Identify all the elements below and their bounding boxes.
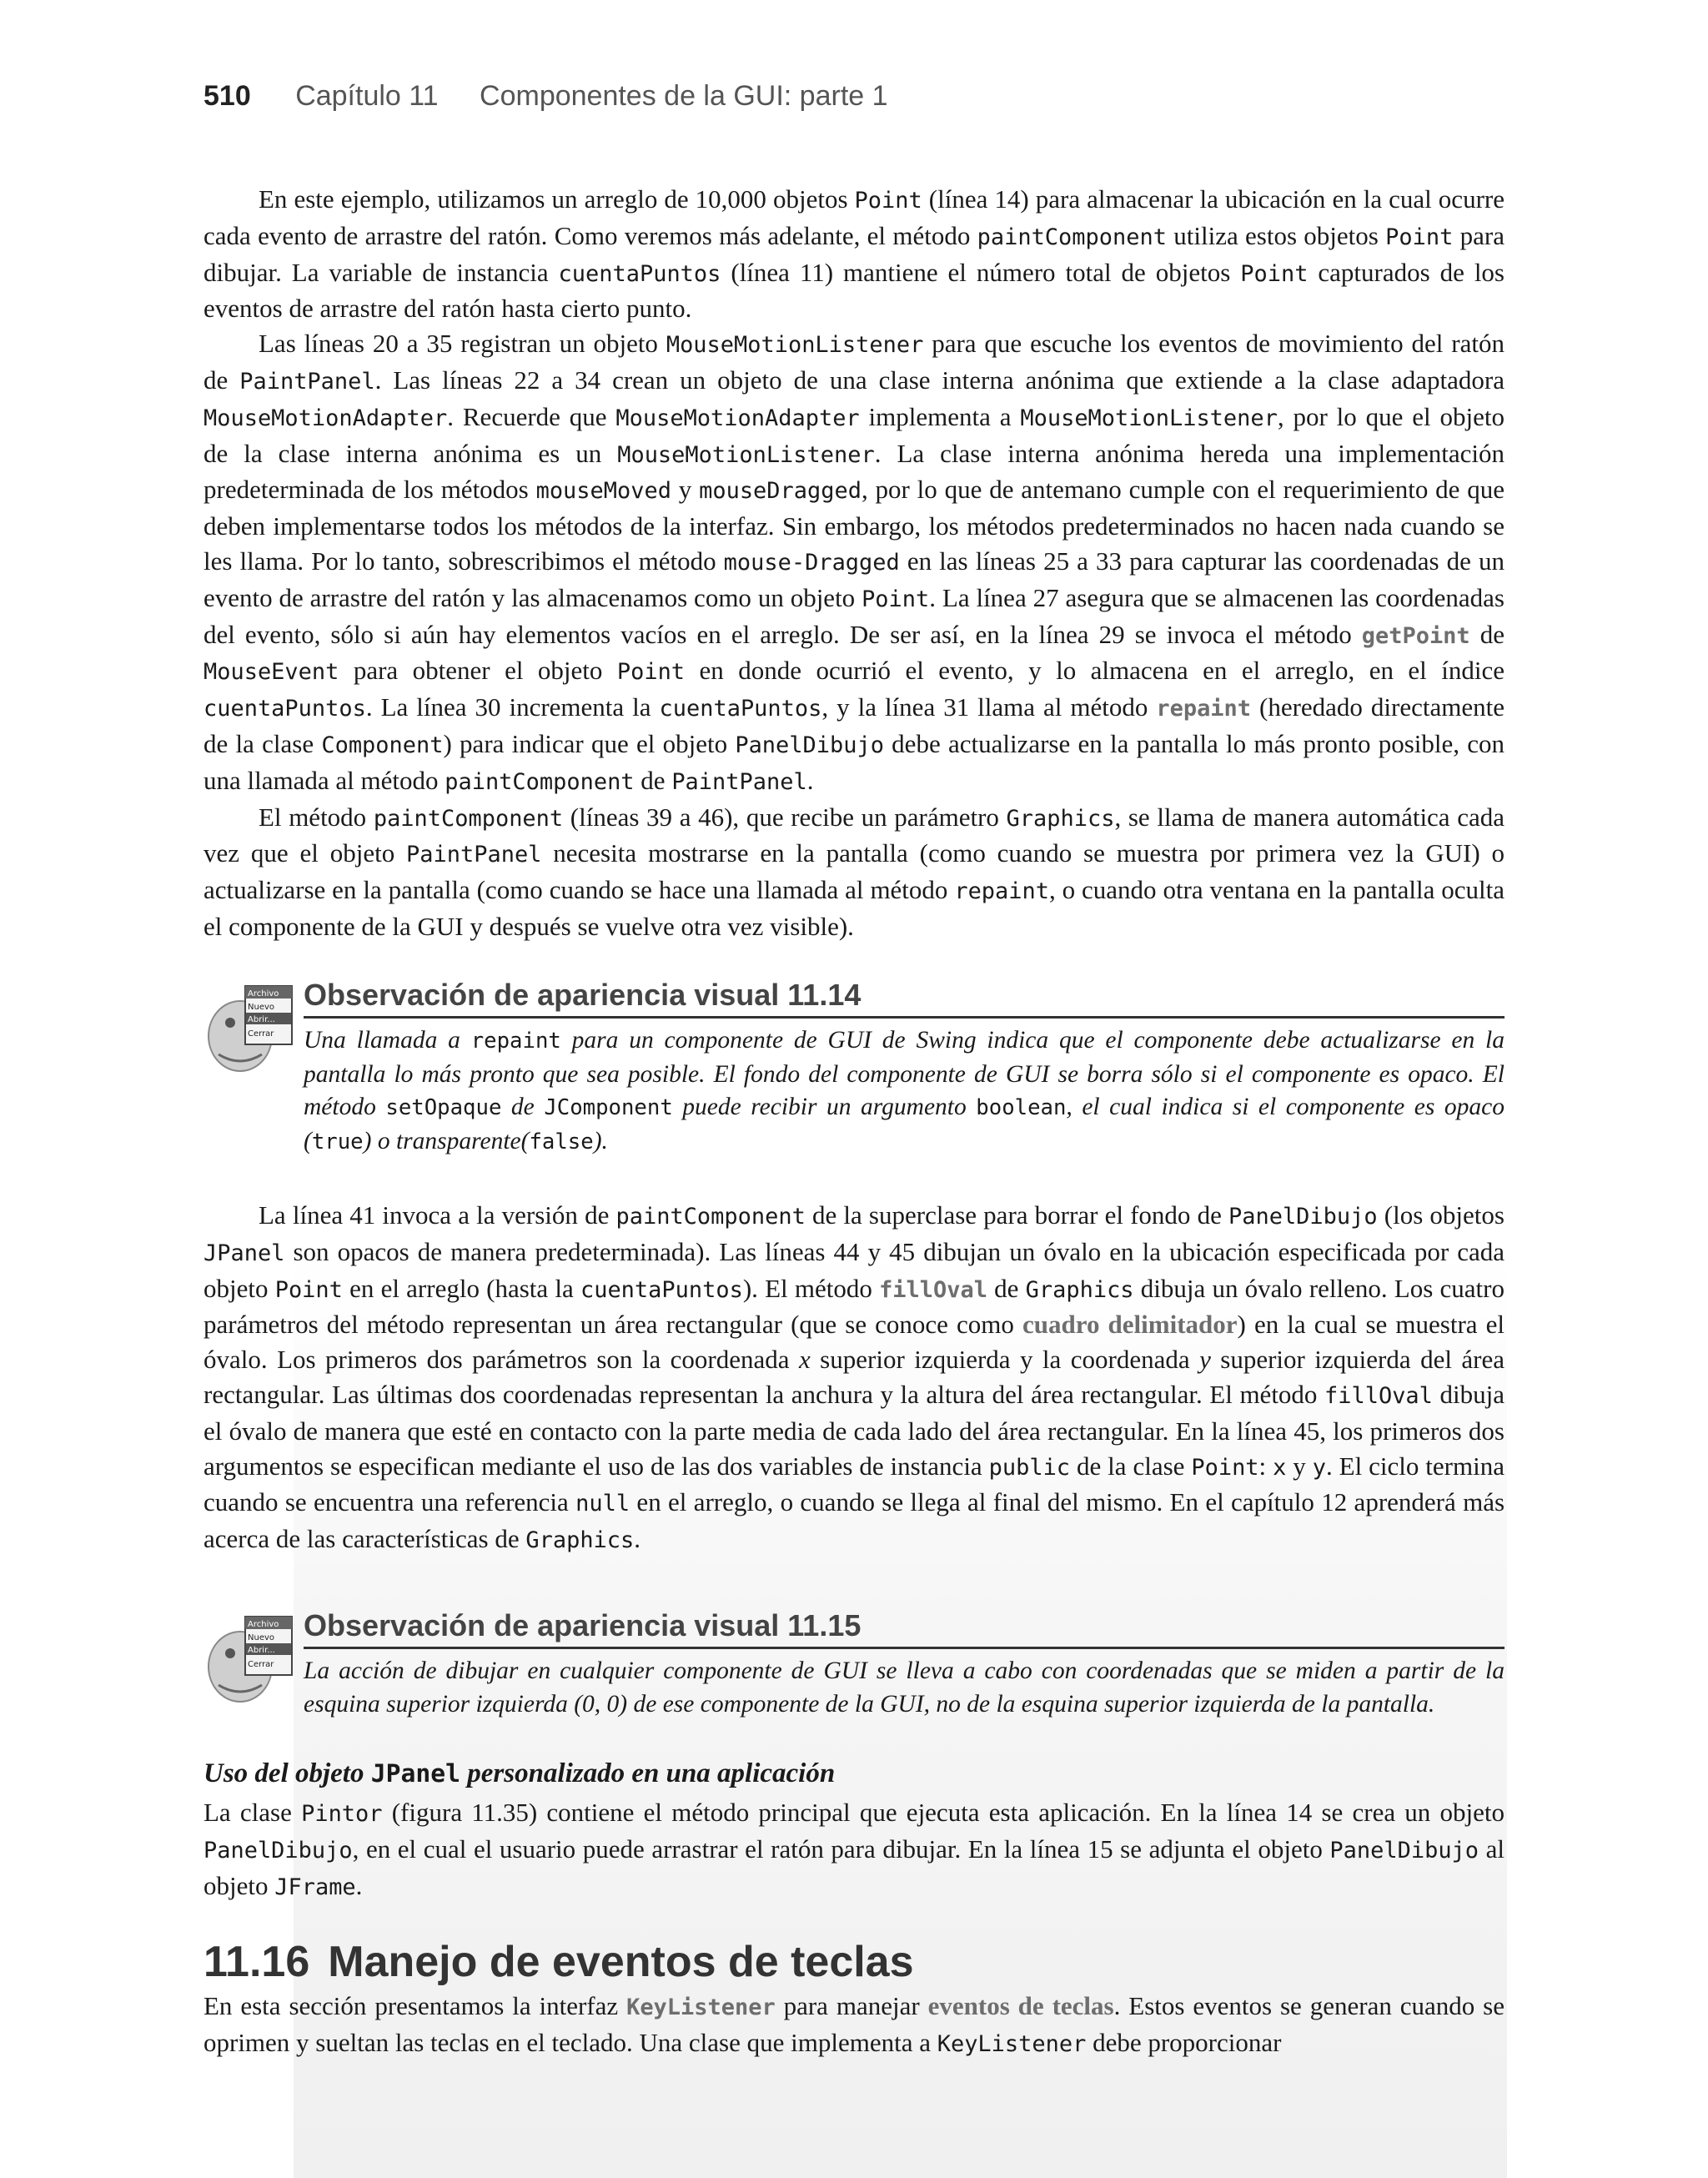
code-term: Graphics bbox=[1006, 805, 1115, 832]
text-run: (los objetos bbox=[1377, 1200, 1505, 1230]
code-term: paintComponent bbox=[615, 1204, 806, 1230]
text-run: . Estos eventos se generan cuando se oprimen y sueltan las teclas en el teclado. Una clase que implementa a bbox=[203, 1991, 1505, 2057]
note-title: Observación de apariencia visual 11.15 bbox=[304, 1608, 1505, 1649]
text-run: en el arreglo (hasta la bbox=[342, 1273, 580, 1303]
code-term: Point bbox=[1385, 224, 1454, 250]
text-run: utiliza estos objetos bbox=[1166, 220, 1386, 250]
text-run: , por lo que el objeto de la clase interna anónima es un bbox=[203, 401, 1505, 468]
body-block-2 bbox=[203, 1198, 1505, 1558]
chapter-title: Componentes de la GUI: parte 1 bbox=[480, 80, 888, 112]
code-term: public bbox=[988, 1454, 1071, 1481]
text-run: . La línea 27 asegura que se almacenen las coordenadas del evento, sólo si aún hay elementos vacíos en el arreglo. De ser así, en la línea 29 se invoca el método bbox=[203, 582, 1505, 649]
code-term: setOpaque bbox=[385, 1095, 502, 1120]
text-run: (línea 14) para almacenar la ubicación en la cual ocurre cada evento de arrastre del ratón. Como veremos más adelante, el método bbox=[203, 184, 1505, 250]
chapter-label: Capítulo 11 bbox=[295, 80, 439, 112]
italic-var: y bbox=[1199, 1345, 1211, 1375]
running-head bbox=[203, 80, 888, 113]
text-run: En este ejemplo, utilizamos un arreglo de 10,000 objetos bbox=[259, 184, 855, 214]
text-run: , o cuando otra ventana en la pantalla oculta el componente de la GUI y después se vuelve otra vez visible). bbox=[203, 875, 1505, 941]
text-run: El método bbox=[259, 802, 374, 832]
text-run: para manejar bbox=[775, 1991, 928, 2020]
menu-archivo: Archivo bbox=[248, 1620, 279, 1629]
text-run: en el arreglo, o cuando se llega al final del mismo. En el capítulo 12 aprenderá más acerca de las características de bbox=[203, 1487, 1505, 1554]
paragraph bbox=[203, 1198, 1505, 1558]
code-term: JFrame bbox=[274, 1874, 356, 1900]
subheading-code: JPanel bbox=[370, 1759, 460, 1788]
text-run: para un componente de GUI de Swing indica que el componente debe actualizarse en la pantalla lo más pronto que sea posible. El fondo del componente de GUI se borra sólo si el componente es opaco. El método bbox=[304, 1027, 1505, 1120]
code-term: MouseMotionListener bbox=[1020, 405, 1278, 431]
body-block-1 bbox=[203, 182, 1505, 944]
text-run: (figura 11.35) contiene el método principal que ejecuta esta aplicación. En la línea 14 se crea un objeto bbox=[382, 1798, 1505, 1827]
text-run: , el cual indica si el componente es opaco ( bbox=[304, 1094, 1505, 1154]
text-run: de la clase bbox=[1070, 1451, 1192, 1481]
text-run: . bbox=[634, 1524, 641, 1554]
subheading-text: Uso del objeto bbox=[203, 1758, 371, 1788]
text-run: de la superclase para borrar el fondo de bbox=[805, 1200, 1228, 1230]
code-term: PanelDibujo bbox=[735, 732, 884, 758]
text-run: . bbox=[355, 1870, 363, 1900]
text-run: . El ciclo termina cuando se encuentra una referencia bbox=[203, 1451, 1505, 1517]
text-run: dibuja el óvalo de manera que esté en contacto con la parte media de cada lado del área rectangular. En la línea 45, los primeros dos argumentos se especifican mediante el uso de las dos variables de instancia bbox=[203, 1379, 1505, 1481]
menu-nuevo: Nuevo bbox=[248, 1633, 275, 1642]
text-run: de bbox=[634, 765, 672, 795]
text-run: dibuja un óvalo relleno. Los cuatro parámetros del método representan un área rectangular (que se conoce como bbox=[203, 1273, 1505, 1340]
body-block-3 bbox=[203, 1795, 1505, 1904]
text-run: , se llama de manera automática cada vez que el objeto bbox=[203, 802, 1505, 868]
code-term: PanelDibujo bbox=[1329, 1837, 1479, 1864]
code-term: false bbox=[529, 1129, 594, 1154]
key-code-term: fillOval bbox=[879, 1276, 987, 1303]
gui-window-mascot-icon bbox=[203, 978, 297, 1076]
code-term: Point bbox=[274, 1276, 343, 1303]
menu-cerrar: Cerrar bbox=[248, 1660, 274, 1669]
text-run: necesita mostrarse en la pantalla (como cuando se muestra por primera vez la GUI) o actualizarse en la pantalla (como cuando se hace una llamada al método bbox=[203, 838, 1505, 905]
code-term: paintComponent bbox=[445, 768, 635, 795]
code-term: repaint bbox=[954, 878, 1049, 905]
text-run: en donde ocurrió el evento, y lo almacena en el arreglo, en el índice bbox=[685, 656, 1505, 686]
key-code-term: getPoint bbox=[1361, 622, 1470, 649]
code-term: Point bbox=[862, 586, 930, 612]
code-term: MouseMotionListener bbox=[666, 332, 924, 359]
code-term: PaintPanel bbox=[671, 768, 807, 795]
text-run: puede recibir un argumento bbox=[672, 1094, 977, 1120]
text-run: , por lo que de antemano cumple con el requerimiento de que deben implementarse todos los métodos de la interfaz. Sin embargo, los métodos predeterminados no hacen nada cuando se les llama. Por lo tanto, sobrescribimos el método bbox=[203, 475, 1505, 576]
text-run: y bbox=[1286, 1451, 1313, 1481]
code-term: paintComponent bbox=[977, 224, 1167, 250]
text-run: . La línea 30 incrementa la bbox=[365, 692, 660, 722]
key-term: eventos de teclas bbox=[927, 1991, 1114, 2020]
text-run: superior izquierda del área rectangular. Las últimas dos coordenadas representan la anchura y la altura del área rectangular. El método bbox=[203, 1345, 1505, 1409]
code-term: KeyListener bbox=[937, 2030, 1087, 2057]
code-term: y bbox=[1312, 1454, 1326, 1481]
paragraph bbox=[203, 800, 1505, 944]
text-run: ) o transparente( bbox=[363, 1127, 530, 1154]
code-term: cuentaPuntos bbox=[203, 696, 366, 722]
text-run: . Recuerde que bbox=[447, 401, 616, 431]
text-run: para que escuche los eventos de movimiento del ratón de bbox=[203, 329, 1505, 395]
code-term: MouseMotionListener bbox=[617, 441, 875, 468]
text-run: son opacos de manera predeterminada). Las líneas 44 y 45 dibujan un óvalo en la ubicación especificada por cada objeto bbox=[203, 1236, 1505, 1303]
code-term: PanelDibujo bbox=[203, 1837, 353, 1864]
code-term: PaintPanel bbox=[239, 368, 375, 395]
section-number: 11.16 bbox=[203, 1938, 310, 1986]
text-run: debe actualizarse en la pantalla lo más pronto posible, con una llamada al método bbox=[203, 728, 1505, 795]
code-term: Graphics bbox=[1025, 1276, 1134, 1303]
code-term: JComponent bbox=[544, 1095, 673, 1120]
text-run: superior izquierda y la coordenada bbox=[810, 1345, 1200, 1375]
paragraph bbox=[203, 1989, 1505, 2062]
code-term: Point bbox=[616, 659, 686, 686]
code-term: mouse-Dragged bbox=[723, 549, 900, 576]
italic-var: x bbox=[798, 1345, 811, 1375]
code-term: Point bbox=[854, 188, 922, 214]
code-term: cuentaPuntos bbox=[580, 1276, 743, 1303]
text-run: : bbox=[1258, 1451, 1273, 1481]
code-term: PanelDibujo bbox=[1228, 1204, 1378, 1230]
key-code-term: repaint bbox=[1156, 696, 1252, 722]
code-term: paintComponent bbox=[373, 805, 564, 832]
paragraph bbox=[203, 326, 1505, 799]
code-term: Point bbox=[1240, 260, 1309, 287]
code-term: null bbox=[575, 1491, 630, 1517]
page-number: 510 bbox=[203, 80, 251, 112]
gui-window-mascot-icon bbox=[203, 1608, 297, 1707]
code-term: Pintor bbox=[301, 1801, 383, 1827]
note-body bbox=[304, 1024, 1505, 1159]
text-run: , en el cual el usuario puede arrastrar el ratón para dibujar. En la línea 15 se adjunta el objeto bbox=[352, 1833, 1330, 1864]
text-run: Las líneas 20 a 35 registran un objeto bbox=[259, 329, 666, 359]
text-run: . La clase interna anónima hereda una implementación predeterminada de los métodos bbox=[203, 438, 1505, 505]
key-term: cuadro delimitador bbox=[1022, 1310, 1238, 1340]
menu-abrir: Abrir... bbox=[248, 1015, 275, 1024]
code-term: boolean bbox=[976, 1095, 1067, 1120]
text-run: al objeto bbox=[203, 1833, 1505, 1900]
code-term: Graphics bbox=[525, 1527, 635, 1554]
text-run: capturados de los eventos de arrastre del ratón hasta cierto punto. bbox=[203, 257, 1505, 324]
code-term: repaint bbox=[470, 1029, 561, 1054]
menu-archivo: Archivo bbox=[248, 989, 279, 998]
text-run: ) para indicar que el objeto bbox=[443, 728, 736, 758]
code-term: Point bbox=[1191, 1454, 1259, 1481]
code-term: MouseMotionAdapter bbox=[203, 405, 448, 431]
text-run: La línea 41 invoca a la versión de bbox=[259, 1200, 616, 1230]
paragraph bbox=[203, 1795, 1505, 1904]
code-term: mouseMoved bbox=[535, 478, 671, 505]
menu-nuevo: Nuevo bbox=[248, 1003, 275, 1012]
code-term: PaintPanel bbox=[406, 842, 542, 868]
paragraph bbox=[203, 182, 1505, 326]
text-run: para obtener el objeto bbox=[339, 656, 617, 686]
code-term: JPanel bbox=[203, 1240, 285, 1266]
code-term: true bbox=[311, 1129, 364, 1154]
code-term: Component bbox=[321, 732, 444, 758]
subheading-text: personalizado en una aplicación bbox=[460, 1758, 836, 1788]
text-run: Una llamada a bbox=[304, 1027, 471, 1054]
text-run: La clase bbox=[203, 1798, 302, 1827]
body-block-4 bbox=[203, 1989, 1505, 2062]
code-term: fillOval bbox=[1324, 1382, 1433, 1409]
menu-cerrar: Cerrar bbox=[248, 1029, 274, 1039]
text-run: ). El método bbox=[742, 1273, 880, 1303]
text-run: de bbox=[987, 1273, 1026, 1303]
text-run: y bbox=[671, 475, 700, 505]
text-run: (línea 11) mantiene el número total de objetos bbox=[721, 257, 1241, 287]
text-run: de bbox=[1469, 619, 1505, 649]
code-term: MouseEvent bbox=[203, 659, 339, 686]
text-run: (heredado directamente de la clase bbox=[203, 692, 1505, 758]
text-run: ) en la cual se muestra el óvalo. Los primeros dos parámetros son la coordenada bbox=[203, 1310, 1505, 1375]
text-run: ). bbox=[593, 1127, 608, 1154]
text-run: (líneas 39 a 46), que recibe un parámetro bbox=[563, 802, 1007, 832]
code-term: x bbox=[1273, 1454, 1287, 1481]
text-run: La acción de dibujar en cualquier componente de GUI se lleva a cabo con coordenadas que se miden a partir de la esquina superior izquierda (0, 0) de ese componente de la GUI, no de la esquina superior izquierda de la pantalla. bbox=[304, 1657, 1505, 1718]
text-run: para dibujar. La variable de instancia bbox=[203, 220, 1505, 287]
section-heading bbox=[203, 1937, 914, 1987]
section-title: Manejo de eventos de teclas bbox=[328, 1938, 914, 1986]
text-run: implementa a bbox=[859, 401, 1021, 431]
note-title: Observación de apariencia visual 11.14 bbox=[304, 978, 1505, 1019]
text-run: , y la línea 31 llama al método bbox=[821, 692, 1157, 722]
text-run: en las líneas 25 a 33 para capturar las coordenadas de un evento de arrastre del ratón y las almacenamos como un objeto bbox=[203, 546, 1505, 612]
menu-abrir: Abrir... bbox=[248, 1646, 275, 1655]
key-code-term: KeyListener bbox=[626, 1994, 776, 2020]
subheading bbox=[203, 1758, 835, 1789]
code-term: MouseMotionAdapter bbox=[615, 405, 860, 431]
text-run: debe proporcionar bbox=[1086, 2027, 1282, 2057]
code-term: cuentaPuntos bbox=[659, 696, 822, 722]
text-run: . bbox=[806, 765, 814, 795]
code-term: cuentaPuntos bbox=[558, 260, 721, 287]
text-run: En esta sección presentamos la interfaz bbox=[203, 1991, 627, 2020]
code-term: mouseDragged bbox=[699, 478, 862, 505]
text-run: de bbox=[501, 1094, 545, 1120]
text-run: . Las líneas 22 a 34 crean un objeto de una clase interna anónima que extiende a la clase adaptadora bbox=[374, 365, 1505, 395]
note-body bbox=[304, 1655, 1505, 1721]
